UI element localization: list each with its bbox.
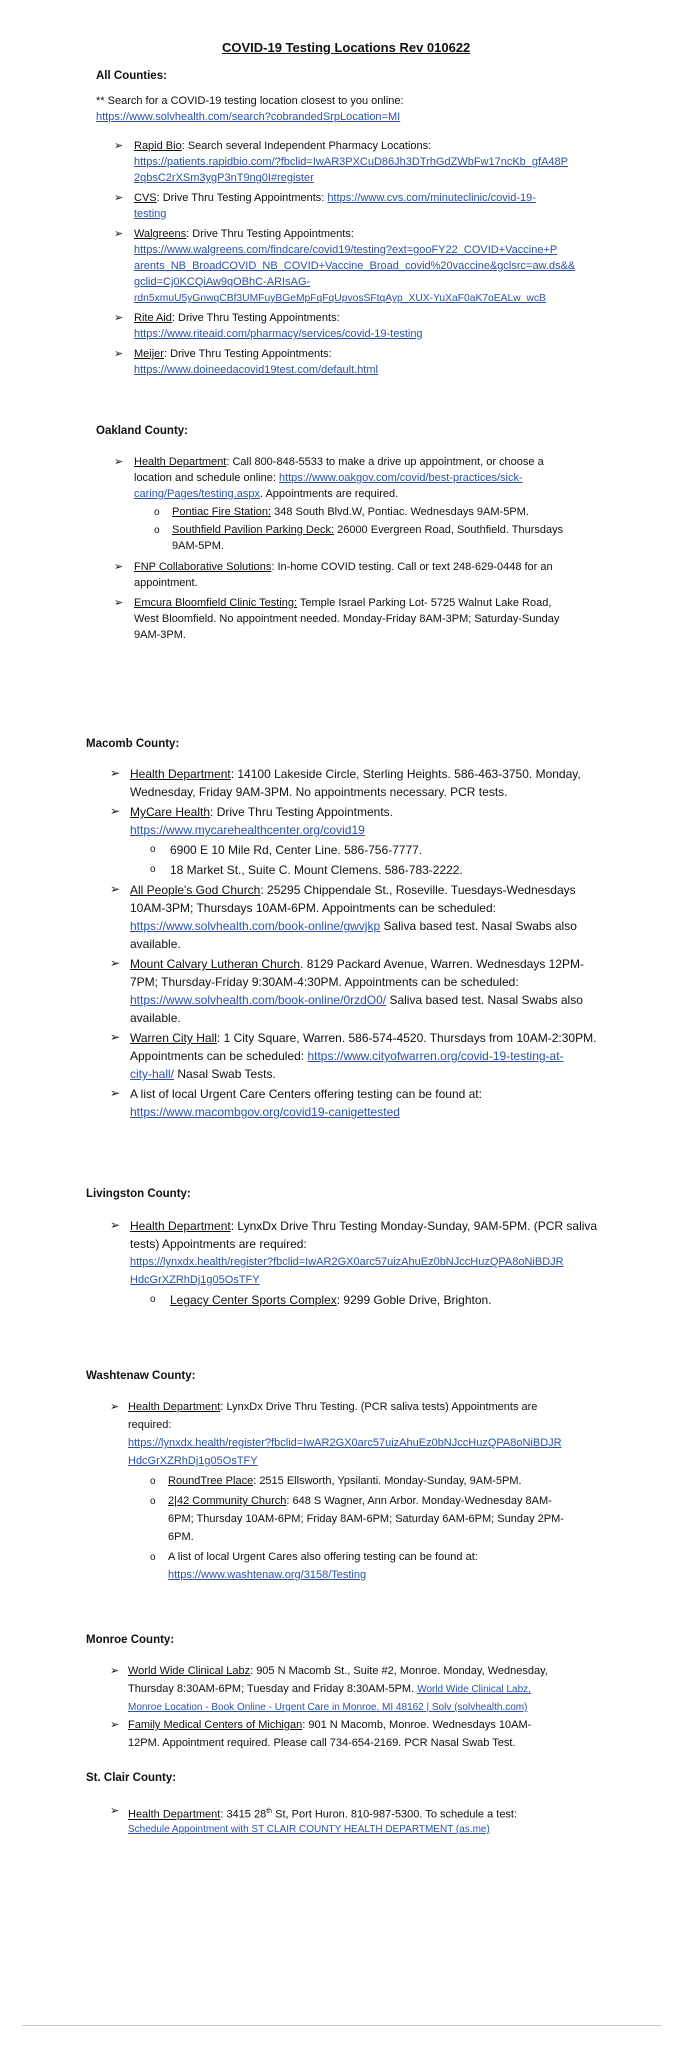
livingston-legacy <box>170 1292 492 1309</box>
macomb-wch <box>130 1030 596 1047</box>
provider-name: Warren City Hall <box>130 1031 217 1045</box>
macomb-apg-line2: 10AM-3PM; Thursdays 10AM-6PM. Appointments can be scheduled: <box>130 901 496 915</box>
circle-bullet-icon: o <box>150 1552 156 1563</box>
provider-text: . Appointments are required. <box>259 488 399 500</box>
provider-text: location and schedule online: <box>134 472 279 484</box>
provider-text: : 901 N Macomb, Monroe. Wednesdays 10AM- <box>302 1719 532 1731</box>
livingston-link-1[interactable]: https://lynxdx.health/register?fbclid=IwAR2GX0arc57uizAhuEz0bNJccHuzQPA8oNiBDJR <box>130 1256 564 1268</box>
macomb-wch-line3 <box>130 1066 276 1083</box>
arrow-bullet-icon: ➢ <box>110 956 121 970</box>
oakland-fnp-line2: appointment. <box>134 577 198 589</box>
oakland-link-1[interactable]: https://www.oakgov.com/covid/best-practices/sick- <box>278 472 523 484</box>
provider-name: Family Medical Centers of Michigan <box>128 1719 303 1731</box>
location-name: 2|42 Community Church <box>168 1495 287 1507</box>
provider-name: Walgreens <box>134 228 187 240</box>
livingston-health-dept <box>130 1218 597 1235</box>
rapid-bio-link-2[interactable]: 2qbsC2rXSm3ygP3nT9ng0I#register <box>134 172 314 184</box>
macomb-mycare-link[interactable]: https://www.mycarehealthcenter.org/covid19 <box>130 823 365 837</box>
circle-bullet-icon: o <box>150 864 156 875</box>
provider-text: St, Port Huron. 810-987-5300. To schedule a test: <box>272 1808 518 1821</box>
macomb-mycare <box>130 804 393 821</box>
arrow-bullet-icon: ➢ <box>114 140 124 152</box>
intro-link[interactable]: https://www.solvhealth.com/search?cobrandedSrpLocation=MI <box>96 111 401 123</box>
location-text: 26000 Evergreen Road, Southfield. Thursdays <box>334 524 564 536</box>
page-title: COVID-19 Testing Locations Rev 010622 <box>222 40 471 55</box>
circle-bullet-icon: o <box>150 1476 156 1487</box>
location-name: RoundTree Place <box>168 1475 254 1487</box>
circle-bullet-icon: o <box>150 844 156 855</box>
arrow-bullet-icon: ➢ <box>114 192 124 204</box>
monroe-wwc-link2[interactable]: Monroe Location - Book Online - Urgent Care in Monroe, MI 48162 | Solv (solvhealth.com) <box>128 1702 528 1713</box>
provider-text: : Call 800-848-5533 to make a drive up appointment, or choose a <box>226 456 544 468</box>
provider-text: : Search several Independent Pharmacy Locations: <box>181 140 432 152</box>
oakland-health-dept <box>134 455 544 470</box>
provider-text: Appointments can be scheduled: <box>130 1049 308 1063</box>
monroe-fmc <box>128 1718 531 1733</box>
arrow-bullet-icon: ➢ <box>110 1218 121 1232</box>
livingston-health-dept-line2: tests) Appointments are required: <box>130 1237 307 1251</box>
oakland-fnp <box>134 560 553 575</box>
provider-text: Saliva based test. Nasal Swabs also <box>380 919 577 933</box>
bottom-divider <box>22 2025 662 2026</box>
list-item-rapid-bio <box>134 139 431 154</box>
arrow-bullet-icon: ➢ <box>110 804 121 818</box>
location-name: Legacy Center Sports Complex <box>170 1293 337 1307</box>
macomb-mcl-line4: available. <box>130 1011 181 1025</box>
circle-bullet-icon: o <box>150 1496 156 1507</box>
provider-text: : LynxDx Drive Thru Testing. (PCR saliva tests) Appointments are <box>220 1401 538 1413</box>
list-item-rite-aid <box>134 311 340 326</box>
macomb-wch-link[interactable]: https://www.cityofwarren.org/covid-19-testing-at- <box>307 1049 564 1063</box>
macomb-wch-line2 <box>130 1048 564 1065</box>
provider-text: : LynxDx Drive Thru Testing Monday-Sunday, 9AM-5PM. (PCR saliva <box>230 1219 598 1233</box>
provider-name: CVS <box>134 192 157 204</box>
provider-text: : 25295 Chippendale St., Roseville. Tuesdays-Wednesdays <box>260 883 576 897</box>
provider-text: Thursday 8:30AM-6PM; Tuesday and Friday 8:30AM-5PM. <box>128 1683 418 1695</box>
oakland-emcura-line3: 9AM-3PM. <box>134 629 186 641</box>
provider-name: Health Department <box>130 1219 231 1233</box>
macomb-apg-link[interactable]: https://www.solvhealth.com/book-online/gwvjkp <box>130 919 381 933</box>
provider-text: Temple Israel Parking Lot- 5725 Walnut Lake Road, <box>297 597 552 609</box>
section-heading-macomb: Macomb County: <box>86 738 180 750</box>
provider-name: Rite Aid <box>134 312 172 324</box>
macomb-apg-line4: available. <box>130 937 181 951</box>
section-heading-washtenaw: Washtenaw County: <box>86 1370 196 1382</box>
provider-name: FNP Collaborative Solutions <box>134 561 272 573</box>
arrow-bullet-icon: ➢ <box>110 1030 121 1044</box>
location-text: 348 South Blvd.W, Pontiac. Wednesdays 9AM-5PM. <box>271 506 529 518</box>
provider-name: Health Department <box>128 1808 221 1821</box>
provider-text: : Drive Thru Testing Appointments. <box>210 805 394 819</box>
arrow-bullet-icon: ➢ <box>114 456 124 468</box>
section-heading-oakland: Oakland County: <box>96 425 189 437</box>
list-item-meijer <box>134 347 332 362</box>
provider-name: World Wide Clinical Labz <box>128 1665 251 1677</box>
macomb-mycare-loc2: 18 Market St., Suite C. Mount Clemens. 586-783-2222. <box>170 863 463 877</box>
circle-bullet-icon: o <box>154 525 160 536</box>
rapid-bio-link-1[interactable]: https://patients.rapidbio.com/?fbclid=IwAR3PXCuD86Jh3DTrhGdZWbFw17ncKb_gfA48P <box>134 156 569 168</box>
arrow-bullet-icon: ➢ <box>114 312 124 324</box>
arrow-bullet-icon: ➢ <box>114 561 124 573</box>
provider-name: MyCare Health <box>130 805 211 819</box>
location-name: Southfield Pavilion Parking Deck: <box>172 524 335 536</box>
walgreens-link-4[interactable]: rdn5xmuU5yGnwqCBf3UMFuyBGeMpFqFqUpvosSFtqAyp_XUX-YuXaF0aK7oEALw_wcB <box>134 293 546 304</box>
rite-aid-link[interactable]: https://www.riteaid.com/pharmacy/services/covid-19-testing <box>134 328 423 340</box>
macomb-urgent-link[interactable]: https://www.macombgov.org/covid19-canigettested <box>130 1105 400 1119</box>
arrow-bullet-icon: ➢ <box>110 882 121 896</box>
location-text: : 648 S Wagner, Ann Arbor. Monday-Wednesday 8AM- <box>286 1495 552 1507</box>
washtenaw-community-church <box>168 1494 552 1509</box>
macomb-urgent: A list of local Urgent Care Centers offering testing can be found at: <box>130 1087 482 1101</box>
provider-text: : 905 N Macomb St., Suite #2, Monroe. Monday, Wednesday, <box>250 1665 548 1677</box>
ordinal-suffix: th <box>266 1808 273 1815</box>
washtenaw-health-dept-line2: required: <box>128 1419 172 1431</box>
circle-bullet-icon: o <box>154 507 160 518</box>
oakland-health-dept-line3 <box>134 487 398 502</box>
provider-name: Health Department <box>130 767 231 781</box>
st-clair-link[interactable]: Schedule Appointment with ST CLAIR COUNTY HEALTH DEPARTMENT (as.me) <box>128 1824 490 1835</box>
washtenaw-link-2[interactable]: HdcGrXZRhDj1g05OsTFY <box>128 1455 258 1467</box>
arrow-bullet-icon: ➢ <box>110 1665 120 1677</box>
provider-name: Health Department <box>128 1401 221 1413</box>
arrow-bullet-icon: ➢ <box>114 348 124 360</box>
provider-name: All People's God Church <box>130 883 261 897</box>
walgreens-link-2[interactable]: arents_NB_BroadCOVID_NB_COVID+Vaccine_Broad_covid%20vaccine&gclsrc=aw.ds&& <box>134 260 576 272</box>
location-text: : 2515 Ellsworth, Ypsilanti. Monday-Sunday, 9AM-5PM. <box>253 1475 522 1487</box>
list-item-cvs <box>134 191 536 206</box>
macomb-health-dept <box>130 766 581 783</box>
list-item-walgreens <box>134 227 354 242</box>
provider-name: Health Department <box>134 456 227 468</box>
monroe-wwc-link[interactable]: World Wide Clinical Labz, <box>417 1684 531 1695</box>
oakland-southfield <box>172 523 563 538</box>
macomb-wch-link2[interactable]: city-hall/ <box>130 1067 175 1081</box>
washtenaw-community-church-line3: 6PM. <box>168 1531 194 1543</box>
intro-text: ** Search for a COVID-19 testing location closest to you online: <box>96 95 404 107</box>
monroe-wwc-line2 <box>128 1682 531 1697</box>
oakland-link-2[interactable]: caring/Pages/testing.aspx <box>134 488 260 500</box>
monroe-wwc <box>128 1664 548 1679</box>
oakland-emcura-line2: West Bloomfield. No appointment needed. Monday-Friday 8AM-3PM; Saturday-Sunday <box>134 613 560 625</box>
walgreens-link-1[interactable]: https://www.walgreens.com/findcare/covid19/testing?ext=gooFY22_COVID+Vaccine+P <box>134 244 558 256</box>
cvs-link[interactable]: https://www.cvs.com/minuteclinic/covid-19- <box>327 192 536 204</box>
washtenaw-roundtree <box>168 1474 522 1489</box>
oakland-pontiac <box>172 505 529 520</box>
oakland-southfield-line2: 9AM-5PM. <box>172 540 224 552</box>
arrow-bullet-icon: ➢ <box>110 1805 120 1817</box>
provider-text: . 8129 Packard Avenue, Warren. Wednesdays 12PM- <box>300 957 585 971</box>
macomb-mcl-link[interactable]: https://www.solvhealth.com/book-online/0rzdO0/ <box>130 993 387 1007</box>
section-heading-monroe: Monroe County: <box>86 1634 175 1646</box>
section-heading-livingston: Livingston County: <box>86 1188 191 1200</box>
provider-name: Mount Calvary Lutheran Church <box>130 957 301 971</box>
arrow-bullet-icon: ➢ <box>110 1401 120 1413</box>
arrow-bullet-icon: ➢ <box>110 1086 121 1100</box>
provider-text: : Drive Thru Testing Appointments: <box>163 348 332 360</box>
washtenaw-urgent-link[interactable]: https://www.washtenaw.org/3158/Testing <box>168 1569 367 1581</box>
provider-text: : In-home COVID testing. Call or text 248-629-0448 for an <box>271 561 553 573</box>
washtenaw-community-church-line2: 6PM; Thursday 10AM-6PM; Friday 8AM-6PM; Saturday 6AM-6PM; Sunday 2PM- <box>168 1513 564 1525</box>
provider-name: Emcura Bloomfield Clinic Testing: <box>134 597 298 609</box>
macomb-health-dept-line2: Wednesday, Friday 9AM-3PM. No appointments necessary. PCR tests. <box>130 785 508 799</box>
monroe-fmc-line2: 12PM. Appointment required. Please call 734-654-2169. PCR Nasal Swab Test. <box>128 1737 516 1749</box>
arrow-bullet-icon: ➢ <box>110 1719 120 1731</box>
provider-text: : Drive Thru Testing Appointments: <box>156 192 325 204</box>
provider-text: : Drive Thru Testing Appointments: <box>186 228 354 240</box>
macomb-apg <box>130 882 576 899</box>
macomb-mcl-line3 <box>130 992 583 1009</box>
arrow-bullet-icon: ➢ <box>110 766 121 780</box>
cvs-link-cont[interactable]: testing <box>134 208 167 220</box>
washtenaw-link-1[interactable]: https://lynxdx.health/register?fbclid=IwAR2GX0arc57uizAhuEz0bNJccHuzQPA8oNiBDJR <box>128 1437 562 1449</box>
section-heading-st-clair: St. Clair County: <box>86 1772 177 1784</box>
macomb-apg-line3 <box>130 918 577 935</box>
provider-text: : Drive Thru Testing Appointments: <box>171 312 340 324</box>
st-clair-health-dept <box>128 1804 517 1823</box>
section-heading-all-counties: All Counties: <box>96 70 167 82</box>
provider-text: : 14100 Lakeside Circle, Sterling Heights. 586-463-3750. Monday, <box>230 767 581 781</box>
provider-text: Saliva based test. Nasal Swabs also <box>386 993 583 1007</box>
arrow-bullet-icon: ➢ <box>114 228 124 240</box>
macomb-mcl-line2: 7PM; Thursday-Friday 9:30AM-4:30PM. Appointments can be scheduled: <box>130 975 519 989</box>
livingston-link-2[interactable]: HdcGrXZRhDj1g05OsTFY <box>130 1274 260 1286</box>
provider-text: : 1 City Square, Warren. 586-574-4520. Thursdays from 10AM-2:30PM. <box>216 1031 597 1045</box>
washtenaw-health-dept <box>128 1400 537 1415</box>
oakland-emcura <box>134 596 551 611</box>
oakland-health-dept-line2 <box>134 471 523 486</box>
provider-text: Nasal Swab Tests. <box>174 1067 276 1081</box>
arrow-bullet-icon: ➢ <box>114 597 124 609</box>
macomb-mcl <box>130 956 584 973</box>
provider-name: Rapid Bio <box>134 140 182 152</box>
circle-bullet-icon: o <box>150 1294 156 1305</box>
provider-text: : 3415 28 <box>220 1808 267 1821</box>
walgreens-link-3[interactable]: gclid=Cj0KCQiAw9qOBhC-ARIsAG- <box>134 276 311 288</box>
location-name: Pontiac Fire Station: <box>172 506 272 518</box>
washtenaw-urgent: A list of local Urgent Cares also offering testing can be found at: <box>168 1551 478 1563</box>
meijer-link[interactable]: https://www.doineedacovid19test.com/default.html <box>134 364 378 376</box>
location-text: : 9299 Goble Drive, Brighton. <box>336 1293 492 1307</box>
macomb-mycare-loc1: 6900 E 10 Mile Rd, Center Line. 586-756-7777. <box>170 843 423 857</box>
provider-name: Meijer <box>134 348 164 360</box>
